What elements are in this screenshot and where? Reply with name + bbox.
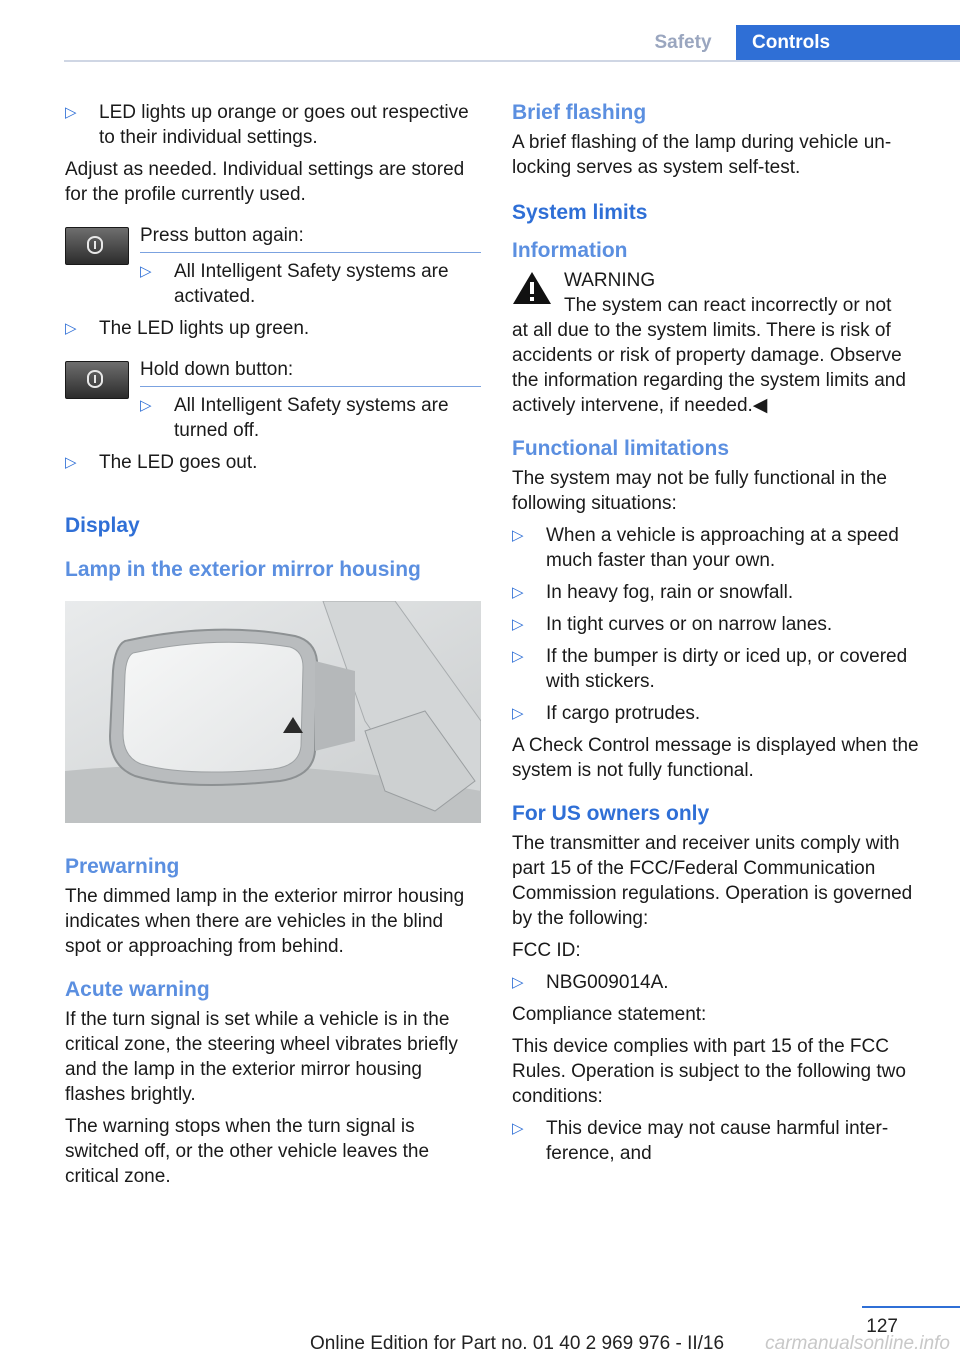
triangle-right-icon: ▷ <box>512 705 524 722</box>
list-item <box>512 1116 928 1166</box>
heading-prewarning: Prewarning <box>65 855 180 878</box>
paragraph: The dimmed lamp in the exterior mirror housing indicates when there are vehicles in the blind spot or approaching from behind. <box>65 886 465 957</box>
paragraph: The transmitter and receiver units comply with part 15 of the FCC/Federal Communication Commission regulations. Operation is governed by the following: <box>512 833 913 929</box>
warning-title: WARNING <box>564 270 656 291</box>
triangle-right-icon: ▷ <box>65 104 77 121</box>
instruction-text: Hold down button: <box>140 359 294 380</box>
footer-rule <box>862 1306 960 1308</box>
list-item <box>512 612 928 637</box>
section-heading-system-limits: System limits <box>512 201 648 224</box>
mirror-lamp-image <box>65 601 481 823</box>
list-item <box>512 970 928 995</box>
paragraph: The system may not be fully functional in the following situations: <box>512 468 887 514</box>
warning-text: at all due to the system limits. There is risk of accidents or risk of property damage. Observe the information regarding the system limits and actively intervene, if needed.◀ <box>512 320 906 416</box>
watermark: carmanualsonline.info <box>765 1333 950 1354</box>
triangle-right-icon: ▷ <box>140 263 152 280</box>
warning-first-line: The system can react incorrectly or not <box>564 295 892 316</box>
list-item <box>512 523 928 573</box>
list-item-text: When a vehicle is approaching at a speed much faster than your own. <box>546 525 899 571</box>
heading-functional-limitations: Functional limitations <box>512 437 730 460</box>
triangle-right-icon: ▷ <box>512 616 524 633</box>
list-item <box>140 386 481 443</box>
compliance-label: Compliance statement: <box>512 1004 707 1025</box>
triangle-right-icon: ▷ <box>65 320 77 337</box>
heading-brief-flashing: Brief flashing <box>512 101 647 124</box>
triangle-right-icon: ▷ <box>140 397 152 414</box>
heading-lamp-mirror: Lamp in the exterior mirror housing <box>65 558 421 581</box>
section-heading-us-owners: For US owners only <box>512 802 710 825</box>
list-item-text: All Intelligent Safety systems are turned off. <box>174 395 449 441</box>
list-item-text: In tight curves or on narrow lanes. <box>546 614 833 635</box>
paragraph: This device complies with part 15 of the FCC Rules. Operation is subject to the following two conditions: <box>512 1036 906 1107</box>
list-item <box>65 316 481 341</box>
paragraph: A Check Control message is displayed when the system is not fully functional. <box>512 735 919 781</box>
right-column <box>512 100 928 1173</box>
list-item-text: The LED goes out. <box>99 452 258 473</box>
fcc-id-value: NBG009014A. <box>546 972 669 993</box>
paragraph: The warning stops when the turn signal is switched off, or the other vehicle leaves the critical zone. <box>65 1116 430 1187</box>
triangle-right-icon: ▷ <box>512 1120 524 1137</box>
page-number: 127 <box>866 1316 898 1337</box>
list-item <box>65 450 481 475</box>
list-item <box>512 701 928 726</box>
list-item-text: If cargo protrudes. <box>546 703 701 724</box>
button-instruction <box>65 357 481 443</box>
list-item-text: All Intelligent Safety systems are activated. <box>174 261 449 307</box>
triangle-right-icon: ▷ <box>512 648 524 665</box>
header-rule <box>64 60 960 62</box>
triangle-right-icon: ▷ <box>65 454 77 471</box>
triangle-right-icon: ▷ <box>512 527 524 544</box>
list-item-text: The LED lights up green. <box>99 318 310 339</box>
list-item <box>65 100 481 150</box>
heading-information: Information <box>512 239 628 262</box>
intelligent-safety-button-icon <box>65 361 129 399</box>
list-item-text: If the bumper is dirty or iced up, or covered with stickers. <box>546 646 908 692</box>
list-item <box>512 580 928 605</box>
tab-safety: Safety <box>654 32 712 53</box>
left-column <box>65 100 481 1196</box>
list-item-text: LED lights up orange or goes out respective to their individual settings. <box>99 102 469 148</box>
warning-triangle-icon <box>512 270 552 306</box>
paragraph: A brief flashing of the lamp during vehicle unlocking serves as system self-test. <box>512 132 892 178</box>
tab-controls: Controls <box>736 25 960 61</box>
triangle-right-icon: ▷ <box>512 974 524 991</box>
paragraph: Adjust as needed. Individual settings are stored for the profile currently used. <box>65 159 465 205</box>
list-item <box>512 644 928 694</box>
list-item-text: In heavy fog, rain or snowfall. <box>546 582 794 603</box>
edition-footer: Online Edition for Part no. 01 40 2 969 976 - II/16 <box>310 1333 725 1354</box>
fcc-id-label: FCC ID: <box>512 940 581 961</box>
instruction-text: Press button again: <box>140 225 304 246</box>
warning-box <box>512 268 928 318</box>
button-instruction <box>65 223 481 309</box>
triangle-right-icon: ▷ <box>512 584 524 601</box>
paragraph: If the turn signal is set while a vehicle is in the critical zone, the steering wheel vibrates briefly and the lamp in the exterior mirror housing flashes brightly. <box>65 1009 458 1105</box>
intelligent-safety-button-icon <box>65 227 129 265</box>
section-heading-display: Display <box>65 514 140 537</box>
list-item <box>140 252 481 309</box>
heading-acute-warning: Acute warning <box>65 978 210 1001</box>
list-item-text: This device may not cause harmful interference, and <box>546 1118 889 1164</box>
